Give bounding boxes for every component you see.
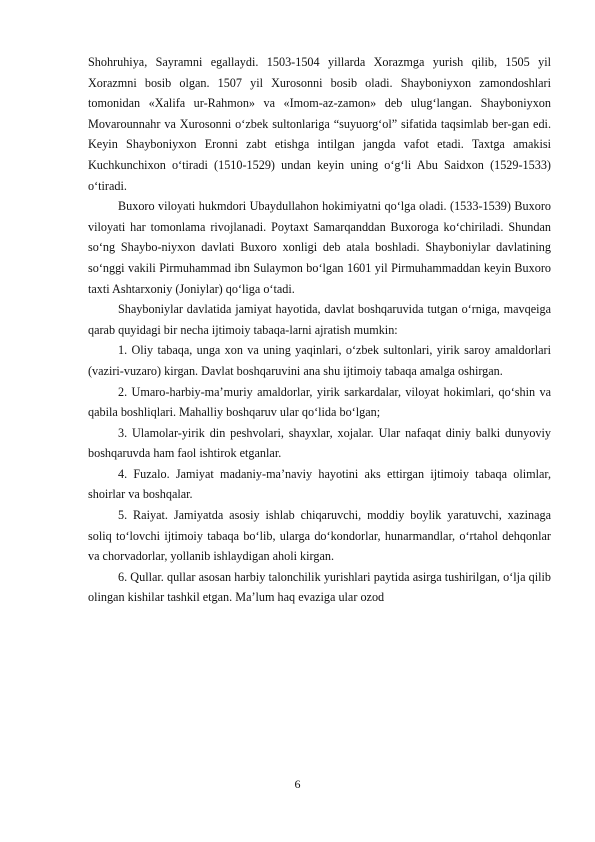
paragraph-2: Buxoro viloyati hukmdori Ubaydullahon hokimiyatni qo‘lga oladi. (1533-1539) Buxoro viloyati har tomonlama rivojlanadi. Poytaxt Samarqanddan Buxoroga ko‘chiriladi. Shundan so‘ng Shaybo-niyxon davlati Buxoro xonligi deb atala boshladi. Shayboniylar davlatining so‘nggi vakili Pirmuhammad ibn Sulaymon bo‘lgan 1601 yil Pirmuhammaddan keyin Buxoro taxti Ashtarxoniy (Joniylar) qo‘liga o‘tadi. xyxy=(88,199,551,296)
document-page xyxy=(88,52,551,608)
list-item-oliy-tabaqa: 1. Oliy tabaqa, unga xon va uning yaqinlari, o‘zbek sultonlari, yirik saroy amaldorlari (vaziri-vuzaro) kirgan. Davlat boshqaruvini ana shu ijtimoiy tabaqa amalga oshirgan. xyxy=(88,343,551,378)
list-item-qullar: 6. Qullar. qullar asosan harbiy talonchilik yurishlari paytida asirga tushirilgan, o‘lja qilib olingan kishilar tashkil etgan. Ma’lum haq evaziga ular ozod xyxy=(88,569,551,605)
list-item-raiyat: 5. Raiyat. Jamiyatda asosiy ishlab chiqaruvchi, moddiy boylik yaratuvchi, xazinaga soliq to‘lovchi ijtimoiy tabaqa bo‘lib, ularga do‘kondorlar, hunarmandlar, o‘rtahol dehqonlar va chorvadorlar, yollanib ishlaydigan aholi kirgan. xyxy=(88,508,551,564)
list-item-umaro: 2. Umaro-harbiy-ma’muriy amaldorlar, yirik sarkardalar, viloyat hokimlari, qo‘shin va qabila boshliqlari. Mahalliy boshqaruv ular qo‘lida bo‘lgan; xyxy=(88,384,551,420)
list-item-fuzalo: 4. Fuzalo. Jamiyat madaniy-ma’naviy hayotini aks ettirgan ijtimoiy tabaqa olimlar, shoirlar va boshqalar. xyxy=(88,466,551,502)
list-item-ulamolar: 3. Ulamolar-yirik din peshvolari, shayxlar, xojalar. Ular nafaqat diniy balki dunyoviy boshqaruvda ham faol ishtirok etganlar. xyxy=(88,425,551,461)
paragraph-1: Shohruhiya, Sayramni egallaydi. 1503-1504 yillarda Xorazmga yurish qilib, 1505 yil Xorazmni bosib olgan. 1507 yil Xurosonni bosib oladi. Shayboniyxon zamondoshlari tomonidan «Xalifa ur-Rahmon» va «Imom-az-zamon» deb ulug‘langan. Shayboniyxon Movarounnahr va Xurosonni o‘zbek sultonlariga “suyuorg‘ol” sifatida taqsimlab ber-gan edi. Keyin Shayboniyxon Eronni zabt etishga intilgan jangda vafot etadi. Taxtga amakisi Kuchkunchixon o‘tiradi (1510-1529) undan keyin uning o‘g‘li Abu Saidxon (1529-1533) o‘tiradi. xyxy=(88,55,551,193)
page-number: 6 xyxy=(294,777,301,791)
paragraph-3: Shayboniylar davlatida jamiyat hayotida, davlat boshqaruvida tutgan o‘rniga, mavqeiga qarab quyidagi bir necha ijtimoiy tabaqa-larni ajratish mumkin: xyxy=(88,302,551,337)
